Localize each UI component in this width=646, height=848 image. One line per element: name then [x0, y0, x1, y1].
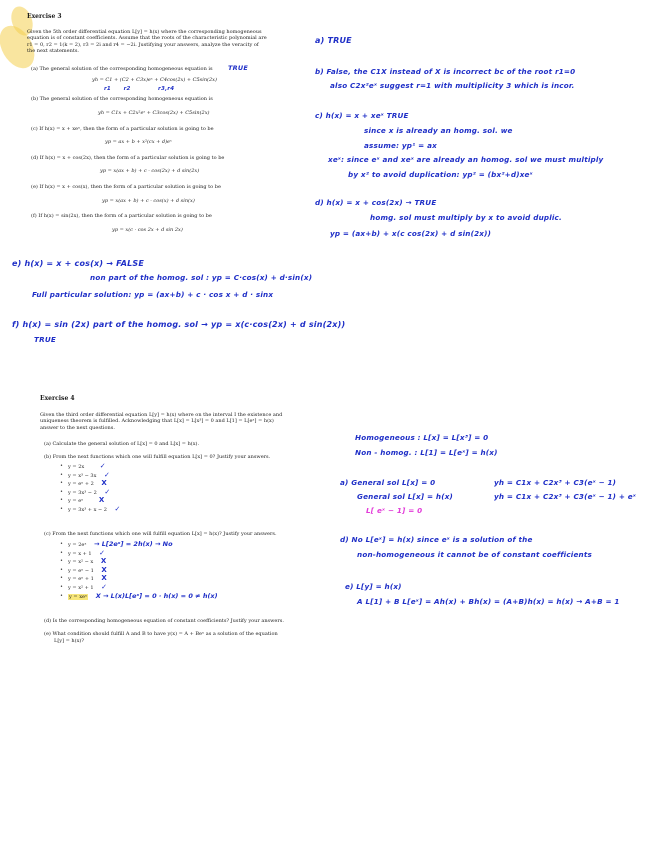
exercise-4-intro: [40, 412, 315, 431]
list-item: • y = x + 1 ✓: [58, 549, 258, 558]
ex3-b-equation: yh = C1x + C2x²eˣ + C3cos(2x) + C5sin(2x): [98, 110, 210, 116]
note3-a: a) TRUE: [315, 36, 352, 45]
intro-line: answer to the next questions.: [40, 424, 115, 431]
cross-mark-icon: X: [101, 479, 107, 488]
note3-b1: b) False, the C1X instead of X is incorrect bc of the root r1=0: [315, 67, 576, 76]
annotation: X → L(x)L[eˣ] = 0 · h(x) = 0 ≠ h(x): [95, 591, 218, 600]
list-item: • y = 3x³ + x − 2 ✓: [58, 505, 178, 514]
ex3-question-d: (d) If h(x) = x + cos(2x), then the form of a particular solution is going to be: [31, 155, 225, 161]
list-item: • y = 3x³ − 2 ✓: [58, 488, 178, 497]
ex3-question-f: (f) If h(x) = sin(2x), then the form of a particular solution is going to be: [31, 213, 212, 219]
list-item: • y = x³ − 3x ✓: [58, 471, 178, 480]
exercise-4-title: Exercise 4: [40, 395, 75, 402]
ex3-a-roots: r1 r2 r3,r4: [104, 86, 175, 92]
check-mark-icon: ✓: [103, 470, 110, 479]
note3-c3: assume: yp¹ = ax: [364, 141, 437, 150]
note3-e3: Full particular solution: yp = (ax+b) + c · cos x + d · sinx: [32, 290, 274, 299]
list-item: • y = eˣ − 1 X: [58, 566, 258, 575]
cross-mark-icon: X: [101, 565, 107, 574]
annotation: → L[2eˣ] = 2h(x) → No: [94, 540, 173, 548]
note4-d1: d) No L[eˣ] = h(x) since eˣ is a solution of the: [340, 535, 533, 544]
list-item: • y = 2x ✓: [58, 462, 178, 471]
intro-line: r1 = 0, r2 = 1(k = 2), r3 = 2i and r4 = −2i. Justifying your answers, analyze the veracity of: [27, 41, 259, 48]
note4-hom: Homogeneous : L[x] = L[x³] = 0: [355, 433, 489, 442]
note3-c1: c) h(x) = x + xeˣ TRUE: [315, 111, 409, 120]
check-mark-icon: ✓: [101, 582, 108, 591]
note4-a1r: yh = C1x + C2x³ + C3(eˣ − 1): [494, 478, 617, 487]
note3-c2: since x is already an homg. sol. we: [364, 126, 513, 135]
note4-e2: A L[1] + B L[eˣ] = Ah(x) + Bh(x) = (A+B)h(x) = h(x) → A+B = 1: [357, 597, 620, 606]
check-mark-icon: ✓: [99, 462, 106, 470]
ex3-question-a: (a) The general solution of the corresponding homogeneous equation is: [31, 66, 213, 72]
check-mark-icon: ✓: [104, 487, 111, 496]
exercise-3-intro: [27, 29, 297, 54]
intro-line: Given the third order differential equation L[y] = h(x) where on the interval I the existence and: [40, 412, 283, 418]
note4-a2: General sol L[x] = h(x): [357, 492, 454, 501]
note3-d3: yp = (ax+b) + x(c cos(2x) + d sin(2x)): [330, 229, 492, 238]
note3-b2: also C2x²eˣ suggest r=1 with multiplicity 3 which is incor.: [330, 81, 575, 90]
exercise-3-title: Exercise 3: [27, 13, 62, 20]
ex3-question-c: (c) If h(x) = x + xeˣ, then the form of a particular solution is going to be: [31, 126, 214, 132]
ex4-question-c: (c) From the next functions which one will fulfill equation L[x] = h(x)? Justify your answers.: [44, 531, 277, 537]
note3-c4: xeˣ: since eˣ and xeˣ are already an homog. sol we must multiply: [328, 155, 604, 164]
cross-mark-icon: X: [100, 557, 107, 566]
note3-c5: by x² to avoid duplication: yp² = (bx²+d)xeˣ: [348, 170, 533, 179]
intro-line: uniqueness theorem is fulfilled. Acknowledging that L[x] = L[x³] = 0 and L[1] = L[eˣ] = h(x): [40, 418, 274, 425]
ex4-c-list: [58, 540, 258, 600]
check-mark-icon: ✓: [99, 548, 106, 557]
note4-a3: L[ eˣ − 1] = 0: [366, 506, 423, 515]
cross-mark-icon: X: [101, 574, 107, 583]
list-item: • y = xeˣ X → L(x)L[eˣ] = 0 · h(x) = 0 ≠ h(x): [58, 592, 258, 601]
ex3-question-e: (e) If h(x) = x + cos(x), then the form of a particular solution is going to be: [31, 184, 221, 190]
list-item: • y = eˣ X: [58, 496, 178, 505]
note4-a2r: yh = C1x + C2x³ + C3(eˣ − 1) + eˣ: [494, 492, 637, 501]
check-mark-icon: ✓: [114, 504, 121, 513]
list-item: • y = x² + 1 ✓: [58, 583, 258, 592]
ex3-d-equation: yp = x(ax + b) + c · cos(2x) + d sin(2x): [100, 168, 200, 174]
intro-line: the next statements.: [27, 47, 79, 54]
ex4-question-e: (e) What condition should fulfill A and B to have y(x) = A + Beˣ as a solution of the equation: [44, 631, 278, 637]
ex3-f-equation: yp = x(c · cos 2x + d sin 2x): [112, 227, 183, 233]
ex3-a-equation: yh = C1 + (C2 + C3x)eˣ + C4cos(2x) + C5sin(2x): [92, 77, 217, 83]
note4-a1: a) General sol L[x] = 0: [340, 478, 436, 487]
ex4-question-b: (b) From the next functions which one will fulfill equation L[x] = 0? Justify your answers.: [44, 454, 271, 460]
note4-e1: e) L[y] = h(x): [345, 582, 402, 591]
note3-d1: d) h(x) = x + cos(2x) → TRUE: [315, 198, 437, 207]
ex4-b-list: [58, 462, 178, 514]
note3-d2: homg. sol must multiply by x to avoid duplic.: [370, 213, 562, 222]
note3-e2: non part of the homog. sol : yp = C·cos(x) + d·sin(x): [90, 273, 313, 282]
ex4-question-d: (d) Is the corresponding homogeneous equation of constant coefficients? Justify your answers.: [44, 618, 284, 624]
list-item: • y = eˣ + 2 X: [58, 479, 178, 488]
cross-mark-icon: X: [98, 496, 105, 505]
note4-nonhom: Non - homog. : L[1] = L[eˣ] = h(x): [355, 448, 498, 457]
ex3-c-equation: yp = ax + b + x²(cx + d)eˣ: [105, 139, 172, 145]
list-item: • y = 2eˣ → L[2eˣ] = 2h(x) → No: [58, 540, 258, 549]
ex4-question-a: (a) Calculate the general solution of L[x] = 0 and L[x] = h(x).: [44, 441, 200, 447]
ex4-question-e-line2: L[y] = h(x)?: [54, 638, 85, 644]
list-item: • y = eˣ + 1 X: [58, 574, 258, 583]
list-item: • y = x² − x X: [58, 557, 258, 566]
ex3-a-mark: TRUE: [228, 64, 248, 72]
intro-line: Given the 5th order differential equation L[y] = h(x) where the corresponding homogeneous: [27, 29, 262, 35]
note4-d2: non-homogeneous it cannot be of constant coefficients: [357, 550, 592, 559]
note3-f2: TRUE: [34, 335, 56, 344]
note3-f1: f) h(x) = sin (2x) part of the homog. sol → yp = x(c·cos(2x) + d sin(2x)): [12, 320, 346, 329]
note3-e1: [12, 259, 144, 268]
ex3-question-b: (b) The general solution of the corresponding homogeneous equation is: [31, 96, 213, 102]
note3-e1-text: e) h(x) = x + cos(x) → FALSE: [12, 259, 145, 268]
intro-line: equation is of constant coefficients. Assume that the roots of the characteristic polynomial are: [27, 35, 267, 42]
ex3-e-equation: yp = x(ax + b) + c · cos(x) + d sin(x): [102, 198, 195, 204]
